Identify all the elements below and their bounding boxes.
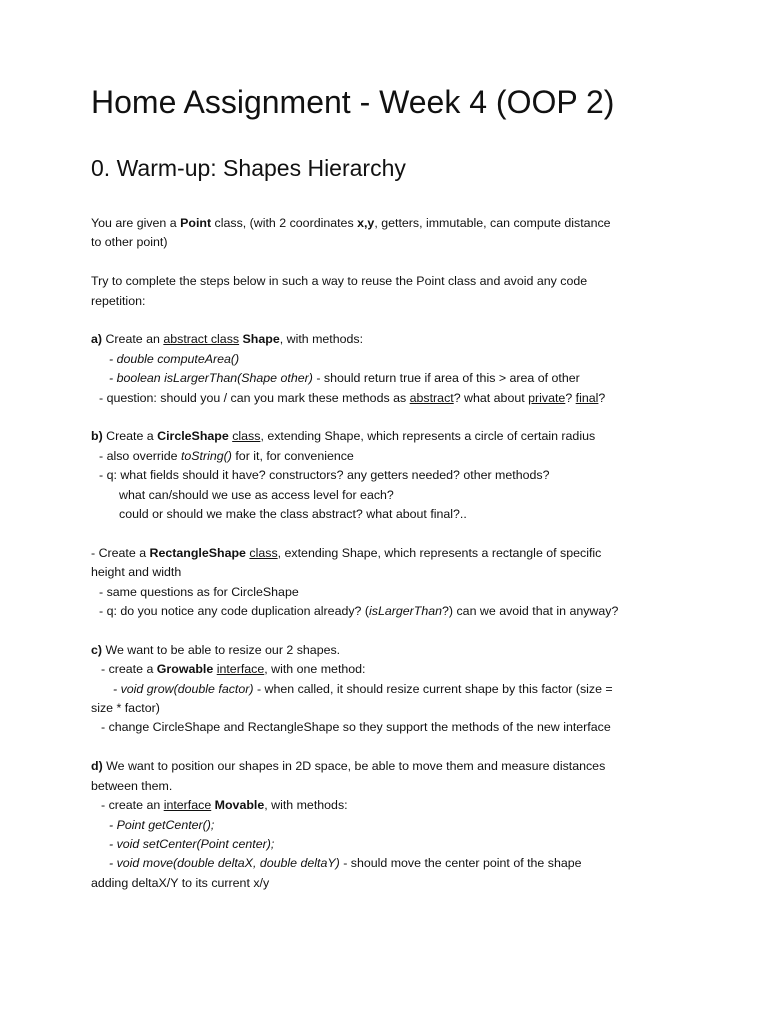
part-a-method: - double computeArea() bbox=[109, 351, 240, 366]
part-c-line: - change CircleShape and RectangleShape so they support the methods of the new interface bbox=[101, 720, 611, 735]
point-keyword: Point bbox=[180, 216, 212, 230]
intro-line: to other point) bbox=[91, 235, 168, 250]
part-b-line: - also override toString() for it, for convenience bbox=[99, 448, 354, 463]
growable-keyword: Growable bbox=[156, 662, 214, 677]
part-c-line: size * factor) bbox=[91, 701, 160, 716]
part-d-line: adding deltaX/Y to its current x/y bbox=[91, 875, 270, 890]
rectangle-line: height and width bbox=[91, 565, 182, 580]
intro-line: repetition: bbox=[91, 293, 146, 308]
document-title: Home Assignment - Week 4 (OOP 2) bbox=[91, 84, 615, 120]
part-c-line: c) We want to be able to resize our 2 shapes. bbox=[91, 642, 341, 657]
document-body bbox=[91, 214, 691, 893]
circleshape-keyword: CircleShape bbox=[157, 429, 229, 444]
part-d-label: d) bbox=[91, 759, 103, 774]
part-a-line: a) Create an abstract class Shape, with methods: bbox=[91, 332, 364, 347]
movable-keyword: Movable bbox=[214, 798, 265, 813]
part-b-line: - q: what fields should it have? constructors? any getters needed? other methods? bbox=[99, 468, 550, 483]
intro-line: Try to complete the steps below in such a way to reuse the Point class and avoid any code bbox=[91, 274, 588, 289]
part-a-label: a) bbox=[91, 332, 103, 347]
xy-keyword: x,y bbox=[357, 216, 375, 230]
part-c-label: c) bbox=[91, 642, 103, 657]
rectangle-line: - q: do you notice any code duplication already? (isLargerThan?) can we avoid that in anyway? bbox=[99, 604, 619, 619]
part-d-line: - create an interface Movable, with methods: bbox=[101, 798, 348, 813]
part-c-line: - create a Growable interface, with one method: bbox=[101, 662, 366, 677]
part-d-line: between them. bbox=[91, 778, 173, 793]
abstract-class-term: abstract class bbox=[163, 332, 240, 347]
rectangle-line: - same questions as for CircleShape bbox=[99, 584, 299, 599]
part-c-method: - void grow(double factor) - when called, it should resize current shape by this factor (size = bbox=[113, 681, 613, 696]
part-d-method: - Point getCenter(); bbox=[109, 817, 215, 832]
part-a-method: - boolean isLargerThan(Shape other) - should return true if area of this > area of other bbox=[109, 371, 580, 386]
part-d-line: d) We want to position our shapes in 2D space, be able to move them and measure distances bbox=[91, 759, 606, 774]
intro-line: You are given a Point class, (with 2 coordinates x,y, getters, immutable, can compute distance bbox=[91, 216, 611, 230]
part-b-line: b) Create a CircleShape class, extending Shape, which represents a circle of certain radius bbox=[91, 429, 596, 444]
part-d-method: - void setCenter(Point center); bbox=[109, 836, 275, 851]
rectangle-line: - Create a RectangleShape class, extending Shape, which represents a rectangle of specific bbox=[91, 545, 602, 560]
part-d-method: - void move(double deltaX, double deltaY) - should move the center point of the shape bbox=[109, 856, 582, 871]
part-b-line: could or should we make the class abstract? what about final?.. bbox=[119, 507, 467, 522]
section-title: 0. Warm-up: Shapes Hierarchy bbox=[91, 155, 406, 181]
rectangleshape-keyword: RectangleShape bbox=[149, 545, 246, 560]
part-b-line: what can/should we use as access level for each? bbox=[119, 487, 394, 502]
part-b-label: b) bbox=[91, 429, 103, 444]
shape-keyword: Shape bbox=[242, 332, 280, 347]
part-a-question: - question: should you / can you mark these methods as abstract? what about private? final? bbox=[99, 390, 606, 405]
